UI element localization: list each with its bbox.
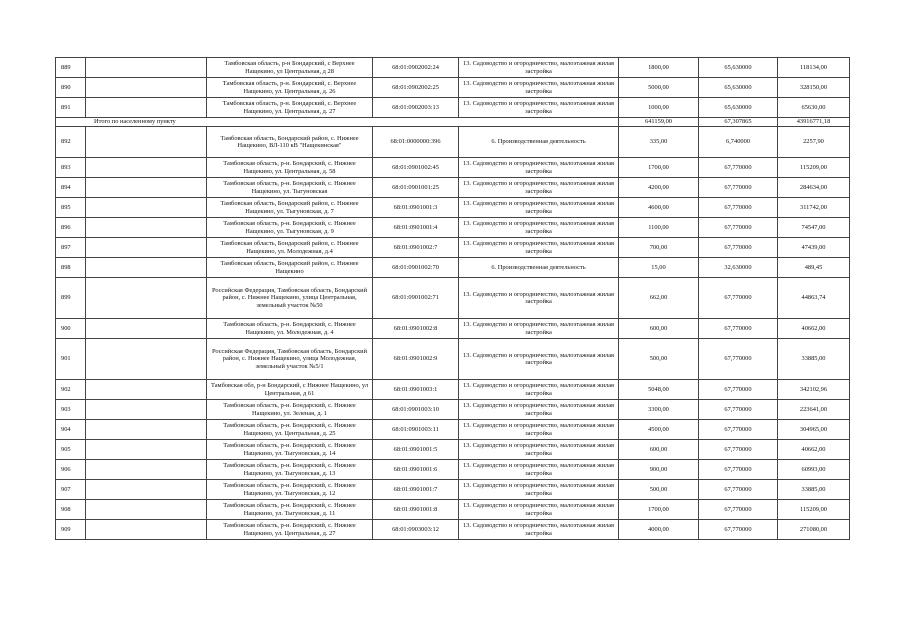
table-row bbox=[56, 258, 850, 278]
row-number: 900 bbox=[56, 319, 86, 339]
land-use-cell: 13. Садоводство и огородничество, малоэтажная жилая застройка bbox=[459, 400, 619, 420]
land-use-cell: 13. Садоводство и огородничество, малоэтажная жилая застройка bbox=[459, 440, 619, 460]
row-number: 896 bbox=[56, 218, 86, 238]
table-total bbox=[56, 118, 850, 127]
area-cell: 3300,00 bbox=[619, 400, 699, 420]
rate-cell: 67,770000 bbox=[699, 238, 778, 258]
cadastral-number-cell: 68:01:0903003:12 bbox=[373, 520, 459, 540]
row-number: 905 bbox=[56, 440, 86, 460]
row-number: 893 bbox=[56, 158, 86, 178]
empty-cell bbox=[86, 218, 207, 238]
land-use-cell: 13. Садоводство и огородничество, малоэтажная жилая застройка bbox=[459, 319, 619, 339]
table-row bbox=[56, 420, 850, 440]
cadastral-number-cell: 68:01:0901002:71 bbox=[373, 278, 459, 319]
cadastral-value-cell: 33885,00 bbox=[778, 480, 850, 500]
empty-cell bbox=[86, 258, 207, 278]
table-body-upper bbox=[56, 58, 850, 118]
empty-cell bbox=[86, 339, 207, 380]
empty-cell bbox=[86, 278, 207, 319]
address-cell: Тамбовская область, р-н. Бондарский, с. Нижнее Нащекино, ул. Тыгуновская, д. 11 bbox=[207, 500, 373, 520]
empty-cell bbox=[86, 440, 207, 460]
address-cell: Тамбовская область, Бондарский район, с. Нижнее Нащекино, ВЛ-110 кВ "Нащекинская" bbox=[207, 127, 373, 158]
table-row bbox=[56, 78, 850, 98]
area-cell: 500,00 bbox=[619, 339, 699, 380]
cadastral-number-cell: 68:01:0901001:5 bbox=[373, 440, 459, 460]
table-row bbox=[56, 278, 850, 319]
table-row bbox=[56, 238, 850, 258]
address-cell: Тамбовская обл, р-н Бондарский, с Нижнее Нащекино, ул Центральная, д 61 bbox=[207, 380, 373, 400]
row-number: 898 bbox=[56, 258, 86, 278]
cadastral-number-cell: 68:01:0901002:9 bbox=[373, 339, 459, 380]
table-row bbox=[56, 178, 850, 198]
address-cell: Тамбовская область, р-н. Бондарский, с. Нижнее Нащекино, ул. Тыгуновская, д. 12 bbox=[207, 480, 373, 500]
land-use-cell: 13. Садоводство и огородничество, малоэтажная жилая застройка bbox=[459, 98, 619, 118]
land-use-cell: 13. Садоводство и огородничество, малоэтажная жилая застройка bbox=[459, 339, 619, 380]
land-use-cell: 13. Садоводство и огородничество, малоэтажная жилая застройка bbox=[459, 420, 619, 440]
address-cell: Тамбовская область, р-н. Бондарский, с. Нижнее Нащекино, ул. Центральная, д. 27 bbox=[207, 520, 373, 540]
table-row bbox=[56, 319, 850, 339]
address-cell: Тамбовская область, р-н. Бондарский, с. Нижнее Нащекино, ул. Тыгуновская bbox=[207, 178, 373, 198]
rate-cell: 67,770000 bbox=[699, 480, 778, 500]
area-cell: 5048,00 bbox=[619, 380, 699, 400]
empty-cell bbox=[86, 58, 207, 78]
rate-cell: 67,770000 bbox=[699, 400, 778, 420]
row-number: 894 bbox=[56, 178, 86, 198]
area-cell: 600,00 bbox=[619, 440, 699, 460]
cadastral-number-cell: 68:01:0902002:25 bbox=[373, 78, 459, 98]
empty-cell bbox=[86, 520, 207, 540]
area-cell: 4500,00 bbox=[619, 420, 699, 440]
address-cell: Тамбовская область, р-н. Бондарский, с. Нижнее Нащекино, ул. Зеленая, д. 1 bbox=[207, 400, 373, 420]
table-row bbox=[56, 440, 850, 460]
rate-cell: 67,770000 bbox=[699, 500, 778, 520]
empty-cell bbox=[86, 400, 207, 420]
land-use-cell: 13. Садоводство и огородничество, малоэтажная жилая застройка bbox=[459, 78, 619, 98]
rate-cell: 67,770000 bbox=[699, 198, 778, 218]
cadastral-number-cell: 68:01:0901001:3 bbox=[373, 198, 459, 218]
rate-cell: 6,740000 bbox=[699, 127, 778, 158]
area-cell: 1700,00 bbox=[619, 500, 699, 520]
empty-cell bbox=[86, 78, 207, 98]
cadastral-number-cell: 68:01:0901001:4 bbox=[373, 218, 459, 238]
address-cell: Российская Федерация, Тамбовская область, Бондарский район, с. Нижнее Нащекино, улица Молодежная, земельный участок №5/1 bbox=[207, 339, 373, 380]
cadastral-number-cell: 68:01:0901001:8 bbox=[373, 500, 459, 520]
land-use-cell: 13. Садоводство и огородничество, малоэтажная жилая застройка bbox=[459, 58, 619, 78]
cadastral-value-cell: 40662,00 bbox=[778, 440, 850, 460]
table-row bbox=[56, 98, 850, 118]
rate-cell: 32,630000 bbox=[699, 258, 778, 278]
land-use-cell: 13. Садоводство и огородничество, малоэтажная жилая застройка bbox=[459, 178, 619, 198]
rate-cell: 67,770000 bbox=[699, 339, 778, 380]
row-number: 891 bbox=[56, 98, 86, 118]
empty-cell bbox=[86, 460, 207, 480]
cadastral-number-cell: 68:01:0901002:7 bbox=[373, 238, 459, 258]
address-cell: Тамбовская область, Бондарский район, с. Нижнее Нащекино, ул. Молодежная, д.4 bbox=[207, 238, 373, 258]
row-number: 909 bbox=[56, 520, 86, 540]
cadastral-number-cell: 68:01:0000000:396 bbox=[373, 127, 459, 158]
address-cell: Тамбовская область, р-н. Бондарский, с. Верхнее Нащекино, ул. Центральная, д. 26 bbox=[207, 78, 373, 98]
empty-cell bbox=[86, 127, 207, 158]
land-use-cell: 13. Садоводство и огородничество, малоэтажная жилая застройка bbox=[459, 520, 619, 540]
address-cell: Тамбовская область, р-н. Бондарский, с. Нижнее Нащекино, ул. Тыгуновская, д. 9 bbox=[207, 218, 373, 238]
table-row bbox=[56, 400, 850, 420]
table-row bbox=[56, 127, 850, 158]
table-row bbox=[56, 218, 850, 238]
cadastral-value-cell: 65630,00 bbox=[778, 98, 850, 118]
address-cell: Тамбовская область, р-н Бондарский, с Верхнее Нащекино, ул Центральная, д 28 bbox=[207, 58, 373, 78]
rate-cell: 65,630000 bbox=[699, 98, 778, 118]
table-row bbox=[56, 380, 850, 400]
row-number: 903 bbox=[56, 400, 86, 420]
empty-cell bbox=[86, 198, 207, 218]
area-cell: 1800,00 bbox=[619, 58, 699, 78]
cadastral-value-cell: 342102,96 bbox=[778, 380, 850, 400]
land-use-cell: 6. Производственная деятельность bbox=[459, 258, 619, 278]
rate-cell: 67,770000 bbox=[699, 440, 778, 460]
address-cell: Тамбовская область, р-н. Бондарский, с. Нижнее Нащекино, ул. Центральная, д. 58 bbox=[207, 158, 373, 178]
address-cell: Тамбовская область, р-н. Бондарский, с. Верхнее Нащекино, ул. Центральная, д. 27 bbox=[207, 98, 373, 118]
rate-cell: 67,770000 bbox=[699, 218, 778, 238]
land-use-cell: 13. Садоводство и огородничество, малоэтажная жилая застройка bbox=[459, 198, 619, 218]
address-cell: Тамбовская область, р-н. Бондарский, с. Нижнее Нащекино, ул. Тыгуновская, д. 13 bbox=[207, 460, 373, 480]
table-row bbox=[56, 480, 850, 500]
row-number: 904 bbox=[56, 420, 86, 440]
cadastral-value-cell: 328150,00 bbox=[778, 78, 850, 98]
address-cell: Тамбовская область, Бондарский район, с. Нижнее Нащекино, ул. Тыгуновская, д. 7 bbox=[207, 198, 373, 218]
row-number: 889 bbox=[56, 58, 86, 78]
cadastral-value-cell: 47439,00 bbox=[778, 238, 850, 258]
total-blank bbox=[207, 118, 619, 127]
row-number: 906 bbox=[56, 460, 86, 480]
row-number: 907 bbox=[56, 480, 86, 500]
table-row bbox=[56, 339, 850, 380]
cadastral-number-cell: 68:01:0901002:45 bbox=[373, 158, 459, 178]
table-row bbox=[56, 198, 850, 218]
total-value: 43916771,18 bbox=[778, 118, 850, 127]
address-cell: Российская Федерация, Тамбовская область, Бондарский район, с. Нижнее Нащекино, улица Центральная, земельный участок №50 bbox=[207, 278, 373, 319]
land-use-cell: 13. Садоводство и огородничество, малоэтажная жилая застройка bbox=[459, 460, 619, 480]
land-use-cell: 13. Садоводство и огородничество, малоэтажная жилая застройка bbox=[459, 480, 619, 500]
empty-cell bbox=[86, 420, 207, 440]
row-number: 908 bbox=[56, 500, 86, 520]
cadastral-value-cell: 118134,00 bbox=[778, 58, 850, 78]
empty-cell bbox=[86, 380, 207, 400]
area-cell: 500,00 bbox=[619, 480, 699, 500]
land-use-cell: 13. Садоводство и огородничество, малоэтажная жилая застройка bbox=[459, 500, 619, 520]
table-row bbox=[56, 58, 850, 78]
cadastral-value-cell: 60993,00 bbox=[778, 460, 850, 480]
address-cell: Тамбовская область, р-н. Бондарский, с. Нижнее Нащекино, ул. Центральная, д. 25 bbox=[207, 420, 373, 440]
row-number: 897 bbox=[56, 238, 86, 258]
total-row bbox=[56, 118, 850, 127]
rate-cell: 67,770000 bbox=[699, 158, 778, 178]
land-use-cell: 6. Производственная деятельность bbox=[459, 127, 619, 158]
row-number: 901 bbox=[56, 339, 86, 380]
empty-cell bbox=[86, 178, 207, 198]
total-rate: 67,307865 bbox=[699, 118, 778, 127]
empty-cell bbox=[86, 500, 207, 520]
rate-cell: 67,770000 bbox=[699, 460, 778, 480]
table-row bbox=[56, 500, 850, 520]
cadastral-value-cell: 223641,00 bbox=[778, 400, 850, 420]
land-use-cell: 13. Садоводство и огородничество, малоэтажная жилая застройка bbox=[459, 158, 619, 178]
table-row bbox=[56, 460, 850, 480]
area-cell: 1000,00 bbox=[619, 98, 699, 118]
cadastral-number-cell: 68:01:0901001:25 bbox=[373, 178, 459, 198]
rate-cell: 67,770000 bbox=[699, 380, 778, 400]
empty-cell bbox=[86, 480, 207, 500]
table-body-lower bbox=[56, 127, 850, 540]
cadastral-value-cell: 40662,00 bbox=[778, 319, 850, 339]
rate-cell: 65,630000 bbox=[699, 58, 778, 78]
rate-cell: 67,770000 bbox=[699, 520, 778, 540]
table-row bbox=[56, 158, 850, 178]
land-use-cell: 13. Садоводство и огородничество, малоэтажная жилая застройка bbox=[459, 380, 619, 400]
rate-cell: 67,770000 bbox=[699, 420, 778, 440]
cadastral-number-cell: 68:01:0901003:11 bbox=[373, 420, 459, 440]
area-cell: 1700,00 bbox=[619, 158, 699, 178]
cadastral-value-cell: 33885,00 bbox=[778, 339, 850, 380]
empty-cell bbox=[86, 158, 207, 178]
cadastral-value-cell: 284634,00 bbox=[778, 178, 850, 198]
cadastral-number-cell: 68:01:0901001:6 bbox=[373, 460, 459, 480]
total-label: Итого по населенному пункту bbox=[56, 118, 207, 127]
cadastral-number-cell: 68:01:0901001:7 bbox=[373, 480, 459, 500]
area-cell: 600,00 bbox=[619, 319, 699, 339]
cadastral-number-cell: 68:01:0901002:8 bbox=[373, 319, 459, 339]
cadastral-number-cell: 68:01:0901003:1 bbox=[373, 380, 459, 400]
cadastral-value-cell: 44863,74 bbox=[778, 278, 850, 319]
cadastral-number-cell: 68:01:0901002:70 bbox=[373, 258, 459, 278]
cadastral-number-cell: 68:01:0902003:13 bbox=[373, 98, 459, 118]
area-cell: 335,00 bbox=[619, 127, 699, 158]
table-row bbox=[56, 520, 850, 540]
address-cell: Тамбовская область, р-н. Бондарский, с. Нижнее Нащекино, ул. Тыгуновская, д. 14 bbox=[207, 440, 373, 460]
cadastral-value-cell: 2257,90 bbox=[778, 127, 850, 158]
area-cell: 5000,00 bbox=[619, 78, 699, 98]
area-cell: 662,00 bbox=[619, 278, 699, 319]
cadastral-value-cell: 115209,00 bbox=[778, 158, 850, 178]
rate-cell: 67,770000 bbox=[699, 319, 778, 339]
area-cell: 4000,00 bbox=[619, 520, 699, 540]
cadastral-value-cell: 304965,00 bbox=[778, 420, 850, 440]
cadastral-value-cell: 489,45 bbox=[778, 258, 850, 278]
empty-cell bbox=[86, 319, 207, 339]
total-area: 641159,00 bbox=[619, 118, 699, 127]
cadastral-value-cell: 271080,00 bbox=[778, 520, 850, 540]
address-cell: Тамбовская область, Бондарский район, с. Нижнее Нащекино bbox=[207, 258, 373, 278]
row-number: 890 bbox=[56, 78, 86, 98]
row-number: 899 bbox=[56, 278, 86, 319]
rate-cell: 67,770000 bbox=[699, 178, 778, 198]
land-use-cell: 13. Садоводство и огородничество, малоэтажная жилая застройка bbox=[459, 278, 619, 319]
rate-cell: 67,770000 bbox=[699, 278, 778, 319]
area-cell: 700,00 bbox=[619, 238, 699, 258]
empty-cell bbox=[86, 238, 207, 258]
row-number: 902 bbox=[56, 380, 86, 400]
area-cell: 1100,00 bbox=[619, 218, 699, 238]
area-cell: 900,00 bbox=[619, 460, 699, 480]
cadastral-value-cell: 115209,00 bbox=[778, 500, 850, 520]
land-use-cell: 13. Садоводство и огородничество, малоэтажная жилая застройка bbox=[459, 238, 619, 258]
address-cell: Тамбовская область, р-н. Бондарский, с. Нижнее Нащекино, ул. Молодежная, д. 4 bbox=[207, 319, 373, 339]
cadastral-value-cell: 311742,00 bbox=[778, 198, 850, 218]
row-number: 892 bbox=[56, 127, 86, 158]
empty-cell bbox=[86, 98, 207, 118]
cadastral-number-cell: 68:01:0902002:24 bbox=[373, 58, 459, 78]
cadastral-value-table bbox=[55, 57, 850, 540]
row-number: 895 bbox=[56, 198, 86, 218]
land-use-cell: 13. Садоводство и огородничество, малоэтажная жилая застройка bbox=[459, 218, 619, 238]
area-cell: 15,00 bbox=[619, 258, 699, 278]
area-cell: 4200,00 bbox=[619, 178, 699, 198]
cadastral-number-cell: 68:01:0901003:10 bbox=[373, 400, 459, 420]
cadastral-value-cell: 74547,00 bbox=[778, 218, 850, 238]
rate-cell: 65,630000 bbox=[699, 78, 778, 98]
area-cell: 4600,00 bbox=[619, 198, 699, 218]
